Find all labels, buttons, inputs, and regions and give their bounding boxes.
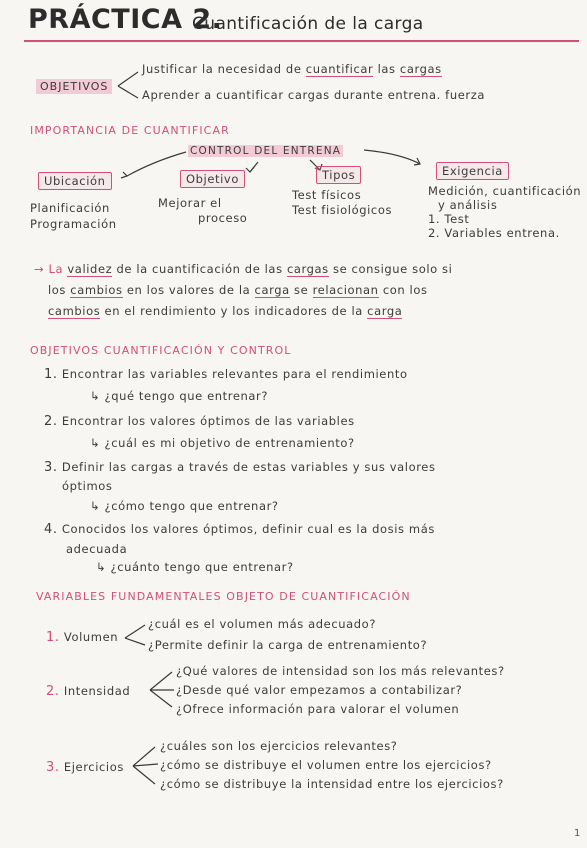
page-subtitle: Cuantificación de la carga [192,14,424,34]
intensidad-question-1: ¿Qué valores de intensidad son los más relevantes? [176,664,505,678]
box-tipos: Tipos [316,166,361,184]
objetivo-cuant-1-question: ↳ ¿qué tengo que entrenar? [90,389,269,403]
validez-line-1: → La validez de la cuantificación de las cargas se consigue solo si [34,262,453,276]
intensidad-question-3: ¿Ofrece información para valorar el volumen [176,702,460,716]
validez-line-3: cambios en el rendimiento y los indicadores de la carga [48,304,403,318]
validez-line-2: los cambios en los valores de la carga se relacionan con los [48,283,428,297]
box-exigencia: Exigencia [436,162,509,180]
objetivo-item-1: Justificar la necesidad de cuantificar las cargas [142,62,442,76]
objetivo-cuant-2-question: ↳ ¿cuál es mi objetivo de entrenamiento? [90,436,355,450]
variable-volumen: 1. Volumen [46,630,119,645]
title-underline [24,40,579,42]
objetivo-cuant-3-cont: óptimos [62,479,113,493]
tipos-details: Test físicos Test fisiológicos [292,188,393,217]
intensidad-question-2: ¿Desde qué valor empezamos a contabilizar? [176,683,463,697]
exigencia-details: Medición, cuantificación y análisis 1. Test 2. Variables entrena. [428,184,582,240]
page-number: 1 [574,828,581,839]
objetivo-item-2: Aprender a cuantificar cargas durante entrena. fuerza [142,88,485,102]
variable-intensidad: 2. Intensidad [46,684,131,699]
objetivos-label: OBJETIVOS [36,79,112,94]
objetivo-cuant-4: 4. Conocidos los valores óptimos, definir cual es la dosis más [44,522,435,537]
objetivo-cuant-3-question: ↳ ¿cómo tengo que entrenar? [90,499,279,513]
section-heading-importancia: IMPORTANCIA DE CUANTIFICAR [30,124,230,137]
ejercicios-question-3: ¿cómo se distribuye la intensidad entre los ejercicios? [160,777,504,791]
objetivo-details: Mejorar el proceso [158,196,248,225]
ubicacion-details: Planificación Programación [30,201,117,231]
variable-ejercicios: 3. Ejercicios [46,760,124,775]
objetivo-cuant-1: 1. Encontrar las variables relevantes para el rendimiento [44,367,408,382]
ejercicios-question-1: ¿cuáles son los ejercicios relevantes? [160,739,398,753]
section-heading-variables: VARIABLES FUNDAMENTALES OBJETO DE CUANTIFICACIÓN [36,590,411,603]
objetivo-cuant-4-question: ↳ ¿cuánto tengo que entrenar? [96,560,294,574]
objetivo-cuant-2: 2. Encontrar los valores óptimos de las variables [44,414,355,429]
volumen-question-1: ¿cuál es el volumen más adecuado? [148,617,377,631]
volumen-question-2: ¿Permite definir la carga de entrenamiento? [148,638,428,652]
ejercicios-question-2: ¿cómo se distribuye el volumen entre los ejercicios? [160,758,492,772]
control-entrena-label: CONTROL DEL ENTRENA [190,145,342,157]
objetivo-cuant-4-cont: adecuada [66,542,128,556]
box-ubicacion: Ubicación [38,172,112,190]
page-title: PRÁCTICA 2. [28,4,223,35]
section-heading-objetivos-cuantificacion: OBJETIVOS CUANTIFICACIÓN Y CONTROL [30,344,292,357]
box-objetivo: Objetivo [180,170,245,188]
objetivo-cuant-3: 3. Definir las cargas a través de estas variables y sus valores [44,460,436,475]
